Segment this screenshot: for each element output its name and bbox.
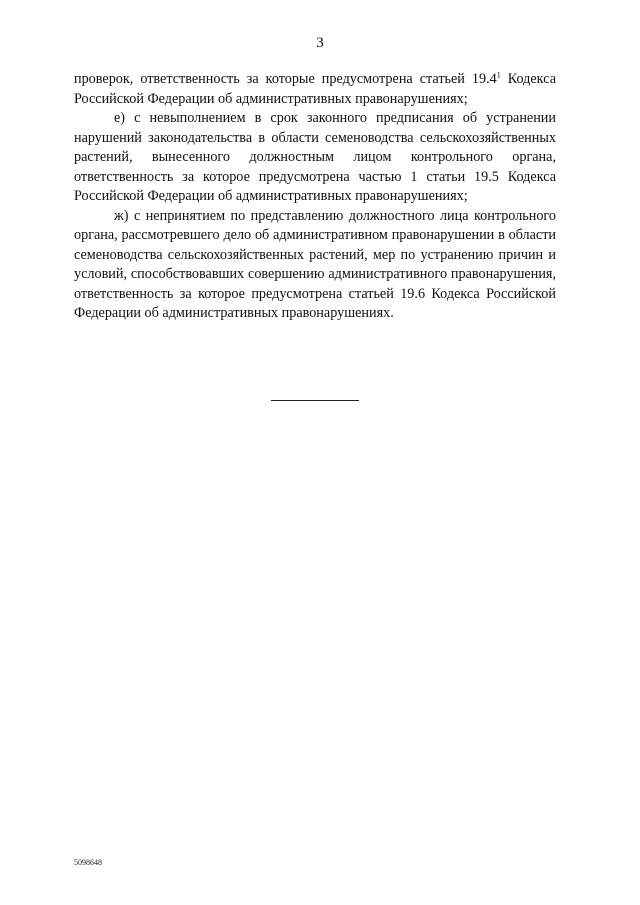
paragraph-text: Кодекса Российской Федерации об административных правонарушениях; [74,71,556,107]
document-body [74,70,556,324]
page-number: 3 [316,35,324,51]
paragraph-continuation [74,70,556,109]
document-code: 5098648 [74,858,102,867]
end-divider-line [271,400,359,401]
paragraph-item-e: е) с невыполнением в срок законного предписания об устранении нарушений законодательства в области семеноводства сельскохозяйственных растений, вынесенного должностным лицом контрольного органа, ответственность за которое предусмотрена частью 1 статьи 19.5 Кодекса Российской Федерации об административных правонарушениях; [74,110,556,204]
paragraph-item-zh: ж) с непринятием по представлению должностного лица контрольного органа, рассмотревшего дело об административном правонарушении в области семеноводства сельскохозяйственных растений, мер по устранению причин и условий, способствовавших совершению административного правонарушения, ответственность за которое предусмотрена статьей 19.6 Кодекса Российской Федерации об административных правонарушениях. [74,207,556,321]
superscript-marker: 1 [496,70,501,80]
paragraph-text: проверок, ответственность за которые предусмотрена статьей 19.4 [74,71,497,87]
